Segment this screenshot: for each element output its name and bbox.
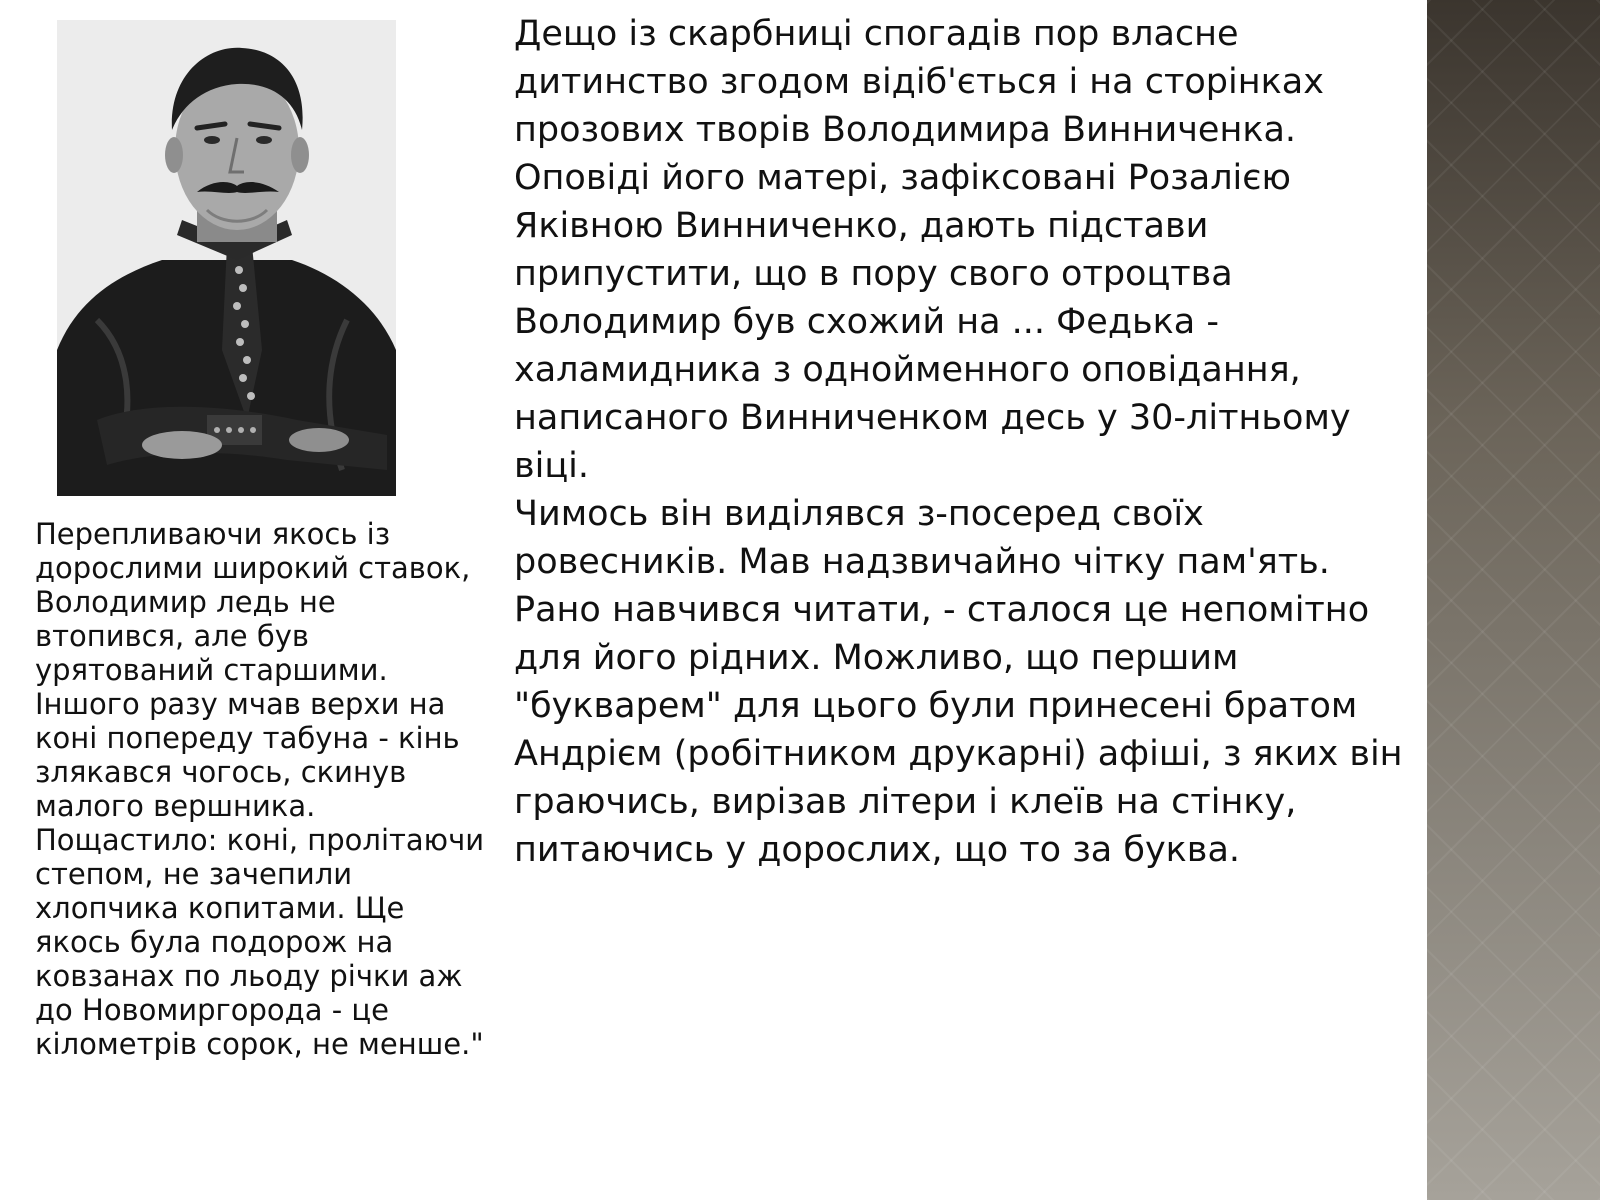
portrait-caption [35,517,485,1061]
portrait-photo [57,20,396,496]
decorative-side-panel [1427,0,1600,1200]
main-paragraph-2: Чимось він виділявся з-посеред своїх ровесників. Мав надзвичайно чітку пам'ять. Рано навчився читати, - сталося це непомітно для його рідних. Можливо, що першим "букварем" для цього були принесені братом Андрієм (робітником друкарні) афіші, з яких він граючись, вирізав літери і клеїв на стінку, питаючись у дорослих, що то за буква. [514,494,1403,870]
caption-text: Перепливаючи якось із дорослими широкий ставок, Володимир ледь не втопився, але був урятований старшими. Іншого разу мчав верхи на коні попереду табуна - кінь злякався чогось, скинув малого вершника. Пощастило: коні, пролітаючи степом, не зачепили хлопчика копитами. Ще якось була подорож на ковзанах по льоду річки аж до Новомиргорода - це кілометрів сорок, не менше." [35,517,485,1061]
portrait-illustration [57,20,396,496]
main-text-block [514,10,1424,874]
main-paragraph-1: Дещо із скарбниці спогадів пор власне дитинство згодом відіб'ється і на сторінках прозових творів Володимира Винниченка. Оповіді його матері, зафіксовані Розалією Яківною Винниченко, дають підстави припустити, що в пору свого отроцтва Володимир був схожий на ... Федька - халамидника з однойменного оповідання, написаного Винниченком десь у 30-літньому віці. [514,14,1351,486]
